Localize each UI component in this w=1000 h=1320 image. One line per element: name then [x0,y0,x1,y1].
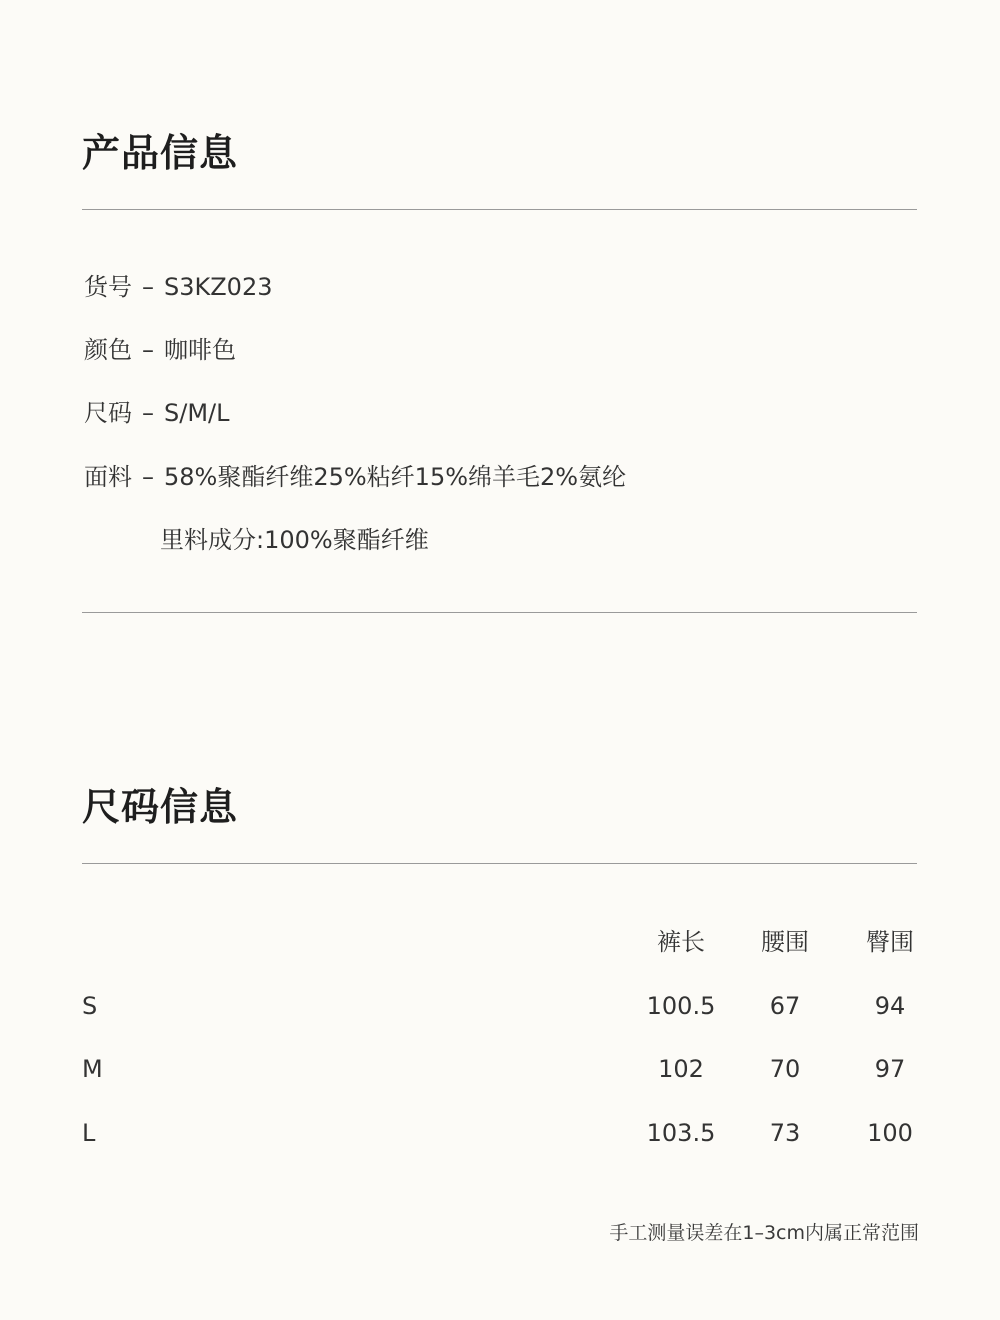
size-label: L [82,1118,96,1147]
hip-value: 94 [874,991,906,1020]
info-row-item-number [84,272,273,302]
info-value: S/M/L [164,399,230,427]
waist-value: 67 [769,991,801,1020]
info-row-fabric [84,462,626,492]
info-value: S3KZ023 [164,273,273,301]
info-row-color [84,335,236,365]
size-info-title: 尺码信息 [82,785,239,829]
info-label: 尺码 [84,399,132,427]
info-value: 58%聚酯纤维25%粘纤15%绵羊毛2%氨纶 [164,463,627,491]
length-value: 102 [658,1055,704,1083]
length-value: 100.5 [646,991,716,1020]
info-label: 颜色 [84,336,132,364]
column-header-hip: 臀围 [866,928,914,956]
column-header-waist: 腰围 [761,928,809,956]
info-value: 咖啡色 [164,336,236,364]
table-header-row [82,925,920,989]
hip-value: 97 [874,1055,906,1083]
waist-value: 70 [769,1055,801,1083]
info-row-size [84,398,229,428]
separator: – [142,336,154,364]
size-label: S [82,991,98,1020]
lining-composition: 里料成分:100%聚酯纤维 [160,526,429,554]
separator: – [142,463,154,491]
divider [82,863,917,864]
table-row [82,989,920,1053]
measurement-note: 手工测量误差在1–3cm内属正常范围 [609,1222,919,1244]
column-header-length: 裤长 [657,928,705,956]
info-label: 货号 [84,273,132,301]
size-label: M [82,1055,103,1083]
size-table [82,925,920,1179]
product-info-title: 产品信息 [82,131,239,175]
separator: – [142,399,154,427]
table-row [82,1116,920,1180]
hip-value: 100 [867,1118,913,1147]
info-label: 面料 [84,463,132,491]
table-row [82,1052,920,1116]
divider [82,209,917,210]
divider [82,612,917,613]
waist-value: 73 [769,1118,801,1147]
separator: – [142,273,154,301]
length-value: 103.5 [646,1118,716,1147]
